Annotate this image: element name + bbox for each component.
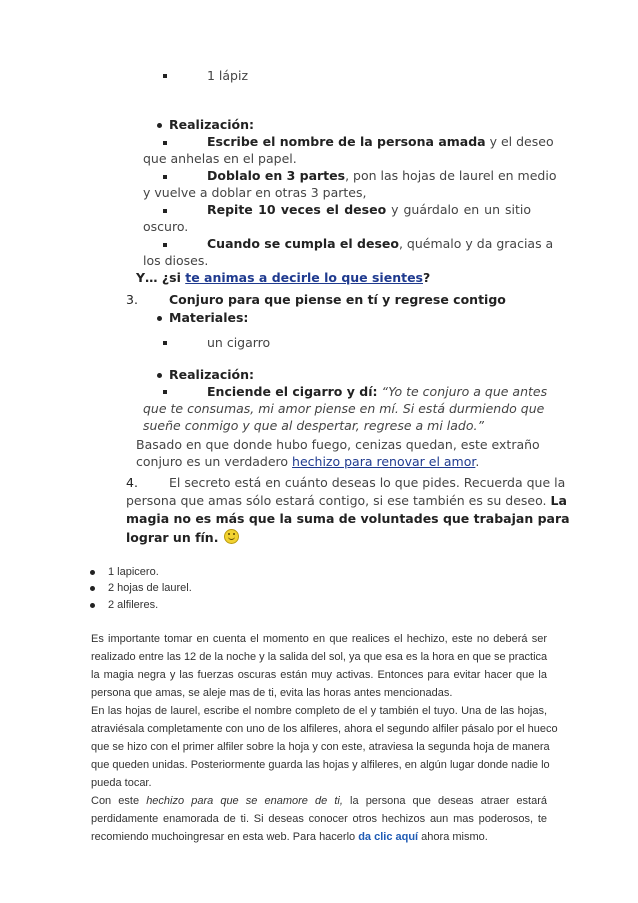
square-bullet-icon xyxy=(163,209,167,213)
list-item: Doblalo en 3 partes, pon las hojas de laurel en medio xyxy=(207,168,557,183)
paragraph-line: que se hizo con el primer alfiler sobre la hoja y con este, atraviesa la segunda hoja de manera xyxy=(91,741,550,753)
realizacion-heading: Realización: xyxy=(169,117,254,132)
paragraph-line: Es importante tomar en cuenta el momento en que realices el hechizo, este no deberá ser xyxy=(91,633,547,645)
list-item: 2 alfileres. xyxy=(108,599,159,611)
materiales-heading: Materiales: xyxy=(169,310,249,325)
paragraph-line: realizado entre las 12 de la noche y la salida del sol, ya que esa es la hora en que se practica xyxy=(91,651,548,663)
paragraph-line: perdidamente enamorada de ti. Si deseas conocer otros hechizos aun mas poderosos, te xyxy=(91,813,547,825)
da-clic-aqui-link[interactable]: da clic aquí xyxy=(358,831,419,843)
hechizo-enamore-link[interactable]: hechizo para que se enamore de ti, xyxy=(146,795,343,807)
paragraph-line: El secreto está en cuánto deseas lo que pides. Recuerda que la xyxy=(169,475,566,490)
renovar-amor-link[interactable]: hechizo para renovar el amor xyxy=(292,454,476,469)
paragraph-line: En las hojas de laurel, escribe el nombre completo de el y también el tuyo. Una de las hojas, xyxy=(91,705,547,717)
square-bullet-icon xyxy=(163,141,167,145)
paragraph-line: conjuro es un verdadero hechizo para renovar el amor. xyxy=(136,454,480,469)
list-item-continuation: que anhelas en el papel. xyxy=(143,151,297,166)
section-number: 3. xyxy=(126,292,138,307)
paragraph-line: que queden unidas. Posteriormente guarda las hojas y alfileres, en algún lugar donde nadie lo xyxy=(91,759,550,771)
square-bullet-icon xyxy=(163,175,167,179)
round-bullet-icon xyxy=(157,373,162,378)
list-item-continuation: oscuro. xyxy=(143,219,189,234)
square-bullet-icon xyxy=(163,341,167,345)
list-item: un cigarro xyxy=(207,335,271,350)
list-item: Cuando se cumpla el deseo, quémalo y da gracias a xyxy=(207,236,554,251)
section-number: 4. xyxy=(126,475,138,490)
smiley-wink-icon xyxy=(224,529,239,544)
paragraph-line: recomiendo muchoingresar en esta web. Para hacerlo da clic aquí ahora mismo. xyxy=(91,831,488,843)
square-bullet-icon xyxy=(163,74,167,78)
round-bullet-icon xyxy=(90,586,95,591)
square-bullet-icon xyxy=(163,243,167,247)
paragraph-line: pueda tocar. xyxy=(91,777,152,789)
round-bullet-icon xyxy=(90,570,95,575)
paragraph-line: Con este hechizo para que se enamore de ti, la persona que deseas atraer estará xyxy=(91,795,547,807)
square-bullet-icon xyxy=(163,390,167,394)
paragraph-line: la magia negra y las fuerzas oscuras están muy activas. Entonces para evitar hacer que la xyxy=(91,669,547,681)
list-item-continuation: los dioses. xyxy=(143,253,209,268)
round-bullet-icon xyxy=(157,316,162,321)
quote-line: sueñe conmigo y que al despertar, regrese a mi lado.” xyxy=(143,418,484,433)
cta-line: Y… ¿si te animas a decirle lo que sientes? xyxy=(136,270,431,285)
list-item-continuation: y vuelve a doblar en otras 3 partes, xyxy=(143,185,367,200)
list-item: Enciende el cigarro y dí: “Yo te conjuro a que antes xyxy=(207,384,548,399)
paragraph-line: magia no es más que la suma de voluntades que trabajan para xyxy=(126,511,570,526)
section-title: Conjuro para que piense en tí y regrese contigo xyxy=(169,292,506,307)
list-item: Escribe el nombre de la persona amada y el deseo xyxy=(207,134,554,149)
paragraph-line: persona que amas, se aleje mas de ti, evita las horas antes mencionadas. xyxy=(91,687,453,699)
quote-line: que te consumas, mi amor piense en mí. Si está durmiendo que xyxy=(143,401,545,416)
list-item: 1 lapicero. xyxy=(108,566,159,578)
paragraph-line: atraviésala completamente con uno de los alfileres, ahora el segundo alfiler pásalo por el hueco xyxy=(91,723,558,735)
paragraph-line: lograr un fín. xyxy=(126,529,239,546)
list-item: Repite 10 veces el deseo y guárdalo en un sitio xyxy=(207,202,531,217)
cta-link[interactable]: te animas a decirle lo que sientes xyxy=(185,270,423,285)
realizacion-heading: Realización: xyxy=(169,367,254,382)
list-item: 2 hojas de laurel. xyxy=(108,582,192,594)
round-bullet-icon xyxy=(157,123,162,128)
list-item: 1 lápiz xyxy=(207,68,249,83)
paragraph-line: Basado en que donde hubo fuego, cenizas quedan, este extraño xyxy=(136,437,540,452)
round-bullet-icon xyxy=(90,603,95,608)
paragraph-line: persona que amas sólo estará contigo, si ese también es su deseo. La xyxy=(126,493,567,508)
